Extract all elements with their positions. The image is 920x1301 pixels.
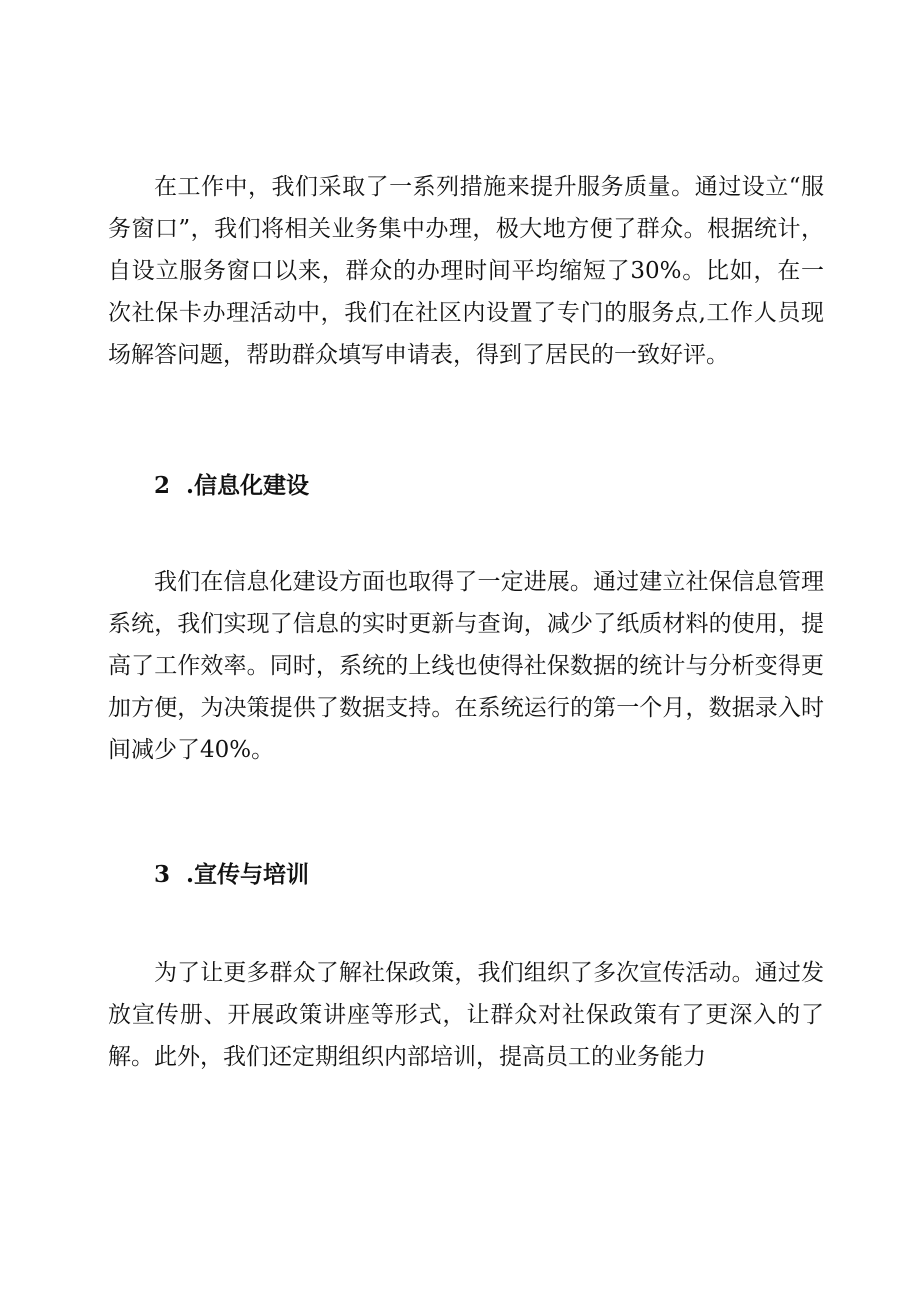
section-heading-publicity-training [154,860,309,890]
paragraph-informatization: 我们在信息化建设方面也取得了一定进展。通过建立社保信息管理系统，我们实现了信息的实时更新与查询，减少了纸质材料的使用，提高了工作效率。同时，系统的上线也使得社保数据的统计与分析变得更加方便，为决策提供了数据支持。在系统运行的第一个月，数据录入时间减少了40%。 [108,569,824,763]
section-number: 2 [154,472,171,499]
section-heading-informatization [154,471,309,501]
paragraph-publicity-training: 为了让更多群众了解社保政策，我们组织了多次宣传活动。通过发放宣传册、开展政策讲座等形式，让群众对社保政策有了更深入的了解。此外，我们还定期组织内部培训，提高员工的业务能力 [108,960,824,1070]
section-title: .信息化建设 [186,472,310,499]
section-title: .宣传与培训 [186,861,310,888]
paragraph-service-quality: 在工作中，我们采取了一系列措施来提升服务质量。通过设立“服务窗口”，我们将相关业务集中办理，极大地方便了群众。根据统计，自设立服务窗口以来，群众的办理时间平均缩短了30%。比如，在一次社保卡办理活动中，我们在社区内设置了专门的服务点,工作人员现场解答问题，帮助群众填写申请表，得到了居民的一致好评。 [108,174,824,368]
section-number: 3 [154,861,171,888]
